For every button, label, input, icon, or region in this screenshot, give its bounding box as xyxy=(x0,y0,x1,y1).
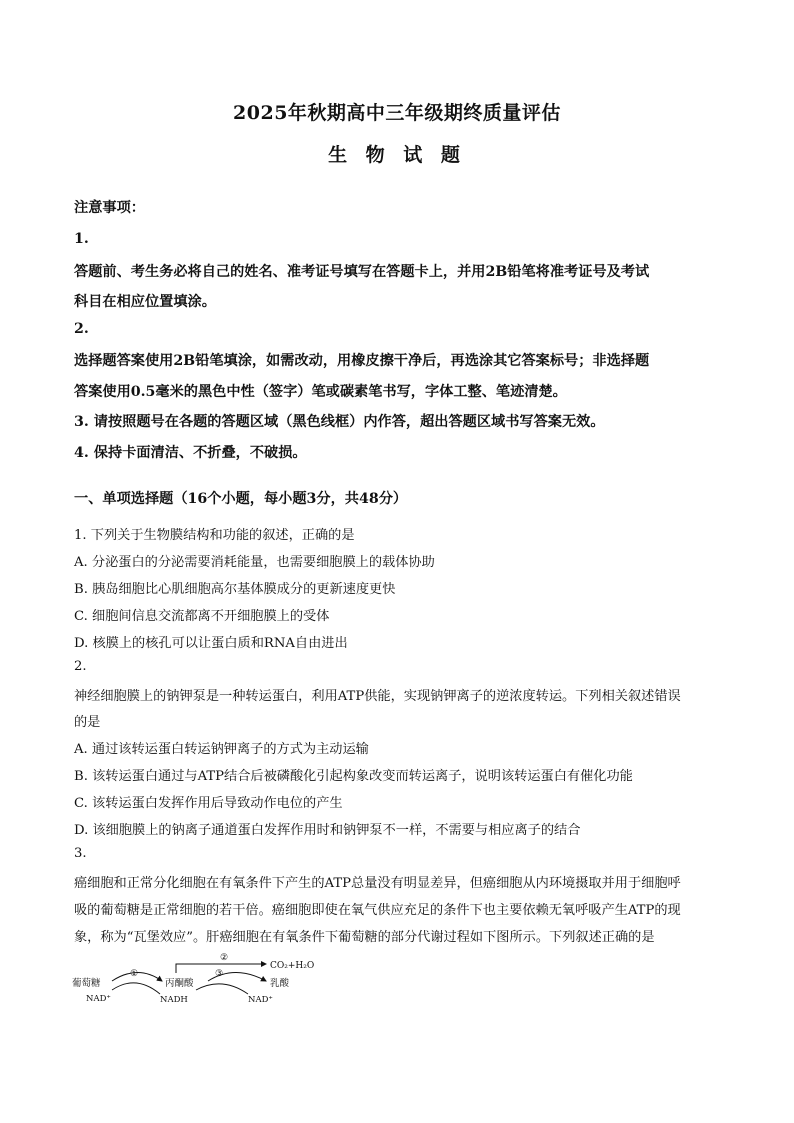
nadh-to-nad-curve xyxy=(196,984,248,994)
question-1-option-c: C. 细胞间信息交流都离不开细胞膜上的受体 xyxy=(74,609,330,624)
glucose-label: 葡萄糖 xyxy=(72,978,101,989)
question-1-option-b: B. 胰岛细胞比心肌细胞高尔基体膜成分的更新速度更快 xyxy=(74,582,396,597)
question-3-stem-line-1: 癌细胞和正常分化细胞在有氧条件下产生的ATP总量没有明显差异，但癌细胞从内环境摄取并用于细胞呼 xyxy=(74,876,681,891)
nad-plus-label-left: NAD⁺ xyxy=(86,994,111,1004)
nad-to-nadh-curve xyxy=(112,983,160,994)
question-2-option-c: C. 该转运蛋白发挥作用后导致动作电位的产生 xyxy=(74,796,343,811)
pyruvate-label: 丙酮酸 xyxy=(165,978,194,989)
question-2-option-d: D. 该细胞膜上的钠离子通道蛋白发挥作用时和钠钾泵不一样，不需要与相应离子的结合 xyxy=(74,823,581,838)
question-1-option-a: A. 分泌蛋白的分泌需要消耗能量，也需要细胞膜上的载体协助 xyxy=(74,555,435,570)
question-2-stem-line-1: 神经细胞膜上的钠钾泵是一种转运蛋白，利用ATP供能，实现钠钾离子的逆浓度转运。下列相关叙述错误 xyxy=(74,689,681,704)
question-2-option-b: B. 该转运蛋白通过与ATP结合后被磷酸化引起构象改变而转运离子，说明该转运蛋白有催化功能 xyxy=(74,769,633,784)
step-3-marker: ③ xyxy=(215,969,224,979)
note-3: 3. 请按照题号在各题的答题区域（黑色线框）内作答，超出答题区域书写答案无效。 xyxy=(74,414,605,430)
note-1-number: 1. xyxy=(74,231,89,247)
nadh-label: NADH xyxy=(160,995,188,1005)
note-4: 4. 保持卡面清洁、不折叠，不破损。 xyxy=(74,445,307,461)
note-1-line-1: 答题前、考生务必将自己的姓名、准考证号填写在答题卡上，并用2B铅笔将准考证号及考试 xyxy=(74,264,650,280)
question-2-option-a: A. 通过该转运蛋白转运钠钾离子的方式为主动运输 xyxy=(74,742,369,757)
co2-water-label: CO₂+H₂O xyxy=(270,961,315,971)
note-2-line-1: 选择题答案使用2B铅笔填涂，如需改动，用橡皮擦干净后，再选涂其它答案标号；非选择题 xyxy=(74,353,650,369)
lactate-label: 乳酸 xyxy=(270,978,290,989)
question-2-stem-line-2: 的是 xyxy=(74,715,101,730)
question-1-stem: 1. 下列关于生物膜结构和功能的叙述，正确的是 xyxy=(74,528,355,543)
question-3-stem-line-2: 吸的葡萄糖是正常细胞的若干倍。癌细胞即使在氧气供应充足的条件下也主要依赖无氧呼吸产生ATP的现 xyxy=(74,903,681,918)
question-1-option-d: D. 核膜上的核孔可以让蛋白质和RNA自由进出 xyxy=(74,636,348,651)
subject-title: 生 物 试 题 xyxy=(328,144,466,166)
nad-plus-label-right: NAD⁺ xyxy=(248,995,273,1005)
question-3-number: 3. xyxy=(74,846,87,861)
note-2-line-2: 答案使用0.5毫米的黑色中性（签字）笔或碳素笔书写，字体工整、笔迹清楚。 xyxy=(74,384,567,400)
question-2-number: 2. xyxy=(74,659,87,674)
step-2-marker: ② xyxy=(220,953,229,963)
notes-heading: 注意事项： xyxy=(74,200,145,216)
section-title: 一、单项选择题（16个小题，每小题3分，共48分） xyxy=(74,491,408,507)
note-1-line-2: 科目在相应位置填涂。 xyxy=(74,294,216,310)
step-1-marker: ① xyxy=(130,969,139,979)
metabolism-diagram xyxy=(70,948,370,1010)
note-2-number: 2. xyxy=(74,321,89,337)
question-3-stem-line-3: 象，称为“瓦堡效应”。肝癌细胞在有氧条件下葡萄糖的部分代谢过程如下图所示。下列叙述正确的是 xyxy=(74,930,655,945)
exam-title: 2025年秋期高中三年级期终质量评估 xyxy=(233,102,561,124)
